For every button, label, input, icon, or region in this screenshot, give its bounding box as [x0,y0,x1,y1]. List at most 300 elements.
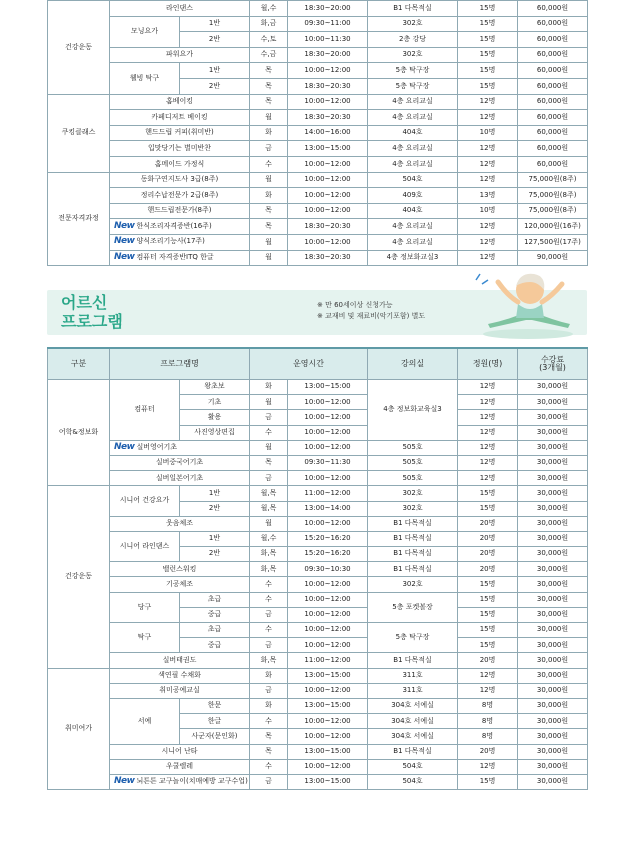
day-cell [250,425,288,440]
time-cell [288,516,368,531]
capacity-cell-text: 10명 [479,206,496,215]
room-cell [368,110,458,126]
time-cell-text: 15:20~16:20 [304,549,351,558]
table-row [48,531,588,546]
room-cell-text: 302호 [402,579,423,588]
day-cell-text: 월,수 [260,534,277,543]
room-cell [368,623,458,653]
room-cell-text: 505호 [402,473,423,482]
header-category: 구분 [48,348,110,380]
time-cell-text: 10:00~12:00 [304,595,351,604]
room-cell-text: 311호 [402,670,423,679]
room-cell [368,455,458,470]
capacity-cell-text: 8명 [481,731,494,740]
room-cell [368,547,458,562]
fee-cell-text: 30,000원 [536,412,569,421]
day-cell [250,94,288,110]
capacity-cell [458,410,518,425]
day-cell-text: 월 [265,519,272,528]
day-cell [250,47,288,63]
program-name-cell [110,380,180,441]
time-cell [288,531,368,546]
time-cell [288,440,368,455]
room-cell-text: 504호 [402,777,423,786]
header-fee-line1: 수강료 [540,354,565,364]
room-cell-text: 4층 요리교실 [392,159,433,168]
program-name-cell [110,440,250,455]
time-cell-text: 10:00~12:00 [304,175,351,184]
capacity-cell-text: 12명 [479,427,496,436]
day-cell [250,668,288,683]
capacity-cell [458,425,518,440]
capacity-cell [458,172,518,188]
class-section-cell-text: 1반 [208,488,221,497]
time-cell-text: 10:00~11:30 [304,34,351,43]
program-name-cell [110,250,250,266]
fee-cell-text: 30,000원 [536,564,569,573]
fee-cell [518,486,588,501]
day-cell [250,141,288,157]
capacity-cell-text: 12명 [479,670,496,679]
program-name-cell-text: 핸드드립전문가(8주) [147,206,212,215]
day-cell [250,471,288,486]
fee-cell-text: 30,000원 [536,382,569,391]
room-cell [368,125,458,141]
room-cell [368,592,458,622]
fee-cell-text: 60,000원 [536,34,569,43]
class-section-cell [180,714,250,729]
day-cell-text: 목 [265,206,272,215]
program-name-cell-text: 시니어 난타 [161,746,198,755]
room-cell-text: B1 다목적실 [393,564,432,573]
class-section-cell-text: 1반 [208,66,221,74]
capacity-cell-text: 12명 [479,221,496,230]
program-name-cell-text: 파워요가 [165,50,194,59]
room-cell-text: 302호 [402,19,423,28]
table-row [48,141,588,157]
room-cell [368,219,458,235]
fee-cell [518,141,588,157]
fee-cell-text: 30,000원 [536,716,569,725]
table-row [48,203,588,219]
capacity-cell [458,607,518,622]
program-name-cell-text: 탁구 [137,633,152,642]
fee-cell-text: 30,000원 [536,701,569,710]
fee-cell-text: 30,000원 [536,503,569,512]
capacity-cell-text: 13명 [479,190,496,199]
day-cell-text: 금 [265,473,272,482]
room-cell [368,188,458,204]
fee-cell [518,668,588,683]
room-cell-text: 505호 [402,458,423,467]
room-cell [368,440,458,455]
fee-cell [518,714,588,729]
room-cell [368,380,458,441]
day-cell [250,188,288,204]
program-name-cell-text: 라인댄스 [165,3,194,12]
room-cell [368,78,458,94]
day-cell [250,63,288,79]
class-section-cell [180,592,250,607]
day-cell [250,440,288,455]
time-cell [288,141,368,157]
day-cell [250,698,288,713]
program-name-cell [110,125,250,141]
room-cell [368,203,458,219]
capacity-cell-text: 12명 [479,175,496,184]
capacity-cell [458,188,518,204]
time-cell-text: 09:30~11:30 [304,458,351,467]
day-cell [250,395,288,410]
class-section-cell [180,78,250,94]
time-cell-text: 11:00~12:00 [304,655,351,664]
day-cell-text: 월 [265,397,272,406]
room-cell-text: 304호 서예실 [391,731,434,740]
room-cell-text: 302호 [402,503,423,512]
room-cell [368,562,458,577]
fee-cell [518,32,588,48]
day-cell [250,653,288,668]
room-cell [368,653,458,668]
table-row [48,110,588,126]
capacity-cell-text: 12명 [479,382,496,391]
program-name-cell [110,110,250,126]
time-cell [288,607,368,622]
capacity-cell-text: 20명 [479,746,496,755]
time-cell-text: 15:20~16:20 [304,534,351,543]
banner-notes [317,300,425,322]
program-name-cell [110,94,250,110]
new-badge-icon: New [114,442,135,453]
class-section-cell-text: 초급 [207,625,222,634]
capacity-cell-text: 15명 [479,3,496,12]
time-cell [288,425,368,440]
program-name-cell-text: 당구 [137,602,152,611]
table-row [48,653,588,668]
fee-cell [518,395,588,410]
time-cell [288,486,368,501]
fee-cell-text: 30,000원 [536,579,569,588]
program-name-cell [110,16,180,47]
capacity-cell-text: 20명 [479,519,496,528]
banner-title-line2: 프로그램 [61,312,123,331]
table-row [48,440,588,455]
room-cell-text: B1 다목적실 [393,534,432,543]
day-cell-text: 금 [265,412,272,421]
program-name-cell [110,683,250,698]
capacity-cell [458,219,518,235]
time-cell-text: 10:00~12:00 [304,412,351,421]
capacity-cell [458,486,518,501]
room-cell-text: 4층 요리교실 [392,221,433,230]
fee-cell [518,110,588,126]
header-time: 운영시간 [250,348,368,380]
room-cell [368,683,458,698]
time-cell-text: 14:00~16:00 [304,128,351,137]
program-name-cell [110,668,250,683]
time-cell [288,698,368,713]
capacity-cell [458,455,518,470]
time-cell [288,203,368,219]
program-name-cell-text: 컴퓨터 자격증반ITQ 한글 [136,253,214,262]
class-section-cell [180,729,250,744]
class-section-cell [180,623,250,638]
fee-cell [518,1,588,17]
capacity-cell [458,501,518,516]
program-name-cell-text: 시니어 건강요가 [119,496,170,505]
capacity-cell-text: 20명 [479,564,496,573]
program-name-cell [110,219,250,235]
table-row [48,759,588,774]
fee-cell [518,531,588,546]
room-cell [368,501,458,516]
fee-cell [518,698,588,713]
room-cell [368,234,458,250]
program-name-cell [110,471,250,486]
fee-cell [518,47,588,63]
time-cell [288,744,368,759]
fee-cell [518,455,588,470]
table-row [48,592,588,607]
new-badge-icon: New [114,252,135,263]
class-section-cell-text: 사진영상편집 [194,427,235,436]
table-row [48,516,588,531]
room-cell [368,698,458,713]
category-cell-text: 쿠킹클래스 [61,128,96,137]
banner-title-line1: 어르신 [61,293,108,312]
time-cell [288,410,368,425]
time-cell-text: 10:00~12:00 [304,762,351,771]
fee-cell [518,425,588,440]
capacity-cell [458,63,518,79]
class-section-cell-text: 왕초보 [204,382,225,391]
room-cell [368,516,458,531]
program-name-cell-text: 서예 [137,716,152,725]
day-cell [250,547,288,562]
day-cell-text: 금 [265,610,272,619]
time-cell-text: 10:00~12:00 [304,473,351,482]
program-name-cell [110,1,250,17]
time-cell [288,592,368,607]
program-name-cell [110,698,180,744]
day-cell [250,486,288,501]
room-cell [368,250,458,266]
program-name-cell [110,744,250,759]
time-cell-text: 18:30~20:30 [304,253,351,262]
capacity-cell-text: 12명 [479,458,496,467]
capacity-cell-text: 12명 [479,112,496,121]
day-cell [250,714,288,729]
room-cell [368,774,458,789]
capacity-cell-text: 12명 [479,97,496,106]
capacity-cell-text: 15명 [479,19,496,28]
room-cell [368,729,458,744]
fee-cell [518,234,588,250]
fee-cell [518,774,588,789]
room-cell-text: 5층 탁구장 [395,633,430,642]
time-cell-text: 10:00~12:00 [304,519,351,528]
room-cell [368,668,458,683]
table-row [48,125,588,141]
class-section-cell-text: 사군자(문인화) [191,731,238,740]
capacity-cell [458,516,518,531]
capacity-cell [458,125,518,141]
class-section-cell-text: 한글 [207,716,222,725]
time-cell-text: 10:00~12:00 [304,640,351,649]
capacity-cell-text: 10명 [479,128,496,137]
program-name-cell-text: 실버일본어기초 [155,473,204,482]
program-name-cell-text: 카페디저트 베이킹 [151,112,208,121]
time-cell [288,380,368,395]
program-name-cell [110,562,250,577]
fee-cell [518,471,588,486]
time-cell [288,188,368,204]
header-fee-line2: (3개월) [539,363,566,372]
room-cell-text: 302호 [402,488,423,497]
program-name-cell-text: 동화구연지도사 3급(8주) [140,175,219,184]
time-cell [288,47,368,63]
class-section-cell [180,501,250,516]
capacity-cell [458,380,518,395]
day-cell-text: 수,금 [260,50,277,59]
category-cell [48,380,110,486]
capacity-cell [458,1,518,17]
fee-cell [518,410,588,425]
day-cell-text: 월 [265,175,272,184]
capacity-cell [458,653,518,668]
capacity-cell [458,395,518,410]
fee-cell-text: 30,000원 [536,762,569,771]
new-badge-icon: New [114,776,135,787]
new-badge-icon: New [114,236,135,247]
room-cell [368,172,458,188]
class-section-cell-text: 초급 [207,595,222,604]
fee-cell [518,380,588,395]
fee-cell-text: 30,000원 [536,777,569,786]
fee-cell-text: 60,000원 [536,50,569,59]
room-cell-text: 304호 서예실 [391,701,434,710]
day-cell-text: 금 [265,640,272,649]
capacity-cell-text: 12명 [479,762,496,771]
program-name-cell-text: 홈메이드 가정식 [154,159,205,168]
program-name-cell-text: 입맛당기는 별미반찬 [147,143,212,152]
time-cell-text: 13:00~15:00 [304,701,351,710]
capacity-cell [458,234,518,250]
time-cell-text: 10:00~12:00 [304,610,351,619]
capacity-cell-text: 8명 [481,701,494,710]
time-cell [288,219,368,235]
fee-cell [518,683,588,698]
time-cell [288,172,368,188]
category-cell-text: 어학&정보화 [58,427,99,436]
capacity-cell-text: 12명 [479,443,496,452]
time-cell-text: 18:30~20:00 [304,50,351,59]
class-section-cell [180,698,250,713]
capacity-cell [458,141,518,157]
day-cell [250,78,288,94]
table-row [48,698,588,713]
day-cell-text: 월 [265,443,272,452]
time-cell [288,455,368,470]
class-section-cell-text: 1반 [208,534,221,543]
time-cell [288,501,368,516]
class-section-cell-text: 2반 [208,549,221,558]
program-name-cell-text: 뇌튼튼 교구놀이(치매예방 교구수업) [136,777,248,786]
program-name-cell-text: 모닝요가 [130,27,159,36]
day-cell [250,219,288,235]
room-cell [368,1,458,17]
time-cell [288,94,368,110]
capacity-cell [458,110,518,126]
program-name-cell [110,63,180,94]
day-cell [250,250,288,266]
day-cell-text: 수 [265,579,272,588]
time-cell [288,547,368,562]
time-cell-text: 10:00~12:00 [304,579,351,588]
day-cell [250,744,288,759]
room-cell-text: B1 다목적실 [393,519,432,528]
time-cell-text: 10:00~12:00 [304,397,351,406]
room-cell-text: 504호 [402,762,423,771]
day-cell-text: 화 [265,670,272,679]
day-cell [250,16,288,32]
capacity-cell-text: 12명 [479,143,496,152]
day-cell-text: 월,목 [260,488,277,497]
time-cell [288,156,368,172]
day-cell-text: 목 [265,746,272,755]
time-cell [288,668,368,683]
day-cell-text: 금 [265,777,272,786]
fee-cell [518,729,588,744]
room-cell-text: 5층 탁구장 [395,81,430,90]
room-cell-text: 2층 강당 [399,34,426,43]
program-table-senior [47,347,588,790]
day-cell-text: 금 [265,686,272,695]
time-cell-text: 10:00~12:00 [304,159,351,168]
capacity-cell [458,203,518,219]
room-cell-text: 404호 [402,206,423,215]
fee-cell [518,744,588,759]
day-cell-text: 화 [265,382,272,391]
table-row [48,683,588,698]
category-cell [48,172,110,266]
time-cell-text: 09:30~10:30 [304,564,351,573]
room-cell-text: 504호 [402,175,423,184]
fee-cell [518,623,588,638]
fee-cell-text: 30,000원 [536,397,569,406]
room-cell-text: 311호 [402,686,423,695]
time-cell [288,774,368,789]
fee-cell-text: 30,000원 [536,670,569,679]
class-section-cell [180,486,250,501]
day-cell [250,110,288,126]
time-cell [288,683,368,698]
room-cell [368,156,458,172]
fee-cell-text: 30,000원 [536,473,569,482]
stretching-person-illustration [468,262,578,342]
category-cell-text: 건강운동 [64,42,93,51]
time-cell-text: 13:00~15:00 [304,777,351,786]
day-cell-text: 월,목 [260,503,277,512]
fee-cell-text: 75,000원(8주) [528,206,577,215]
day-cell [250,234,288,250]
day-cell-text: 화,금 [260,19,277,28]
room-cell [368,531,458,546]
class-section-cell-text: 기초 [207,397,222,406]
capacity-cell-text: 12명 [479,686,496,695]
day-cell-text: 월 [265,253,272,262]
capacity-cell [458,592,518,607]
